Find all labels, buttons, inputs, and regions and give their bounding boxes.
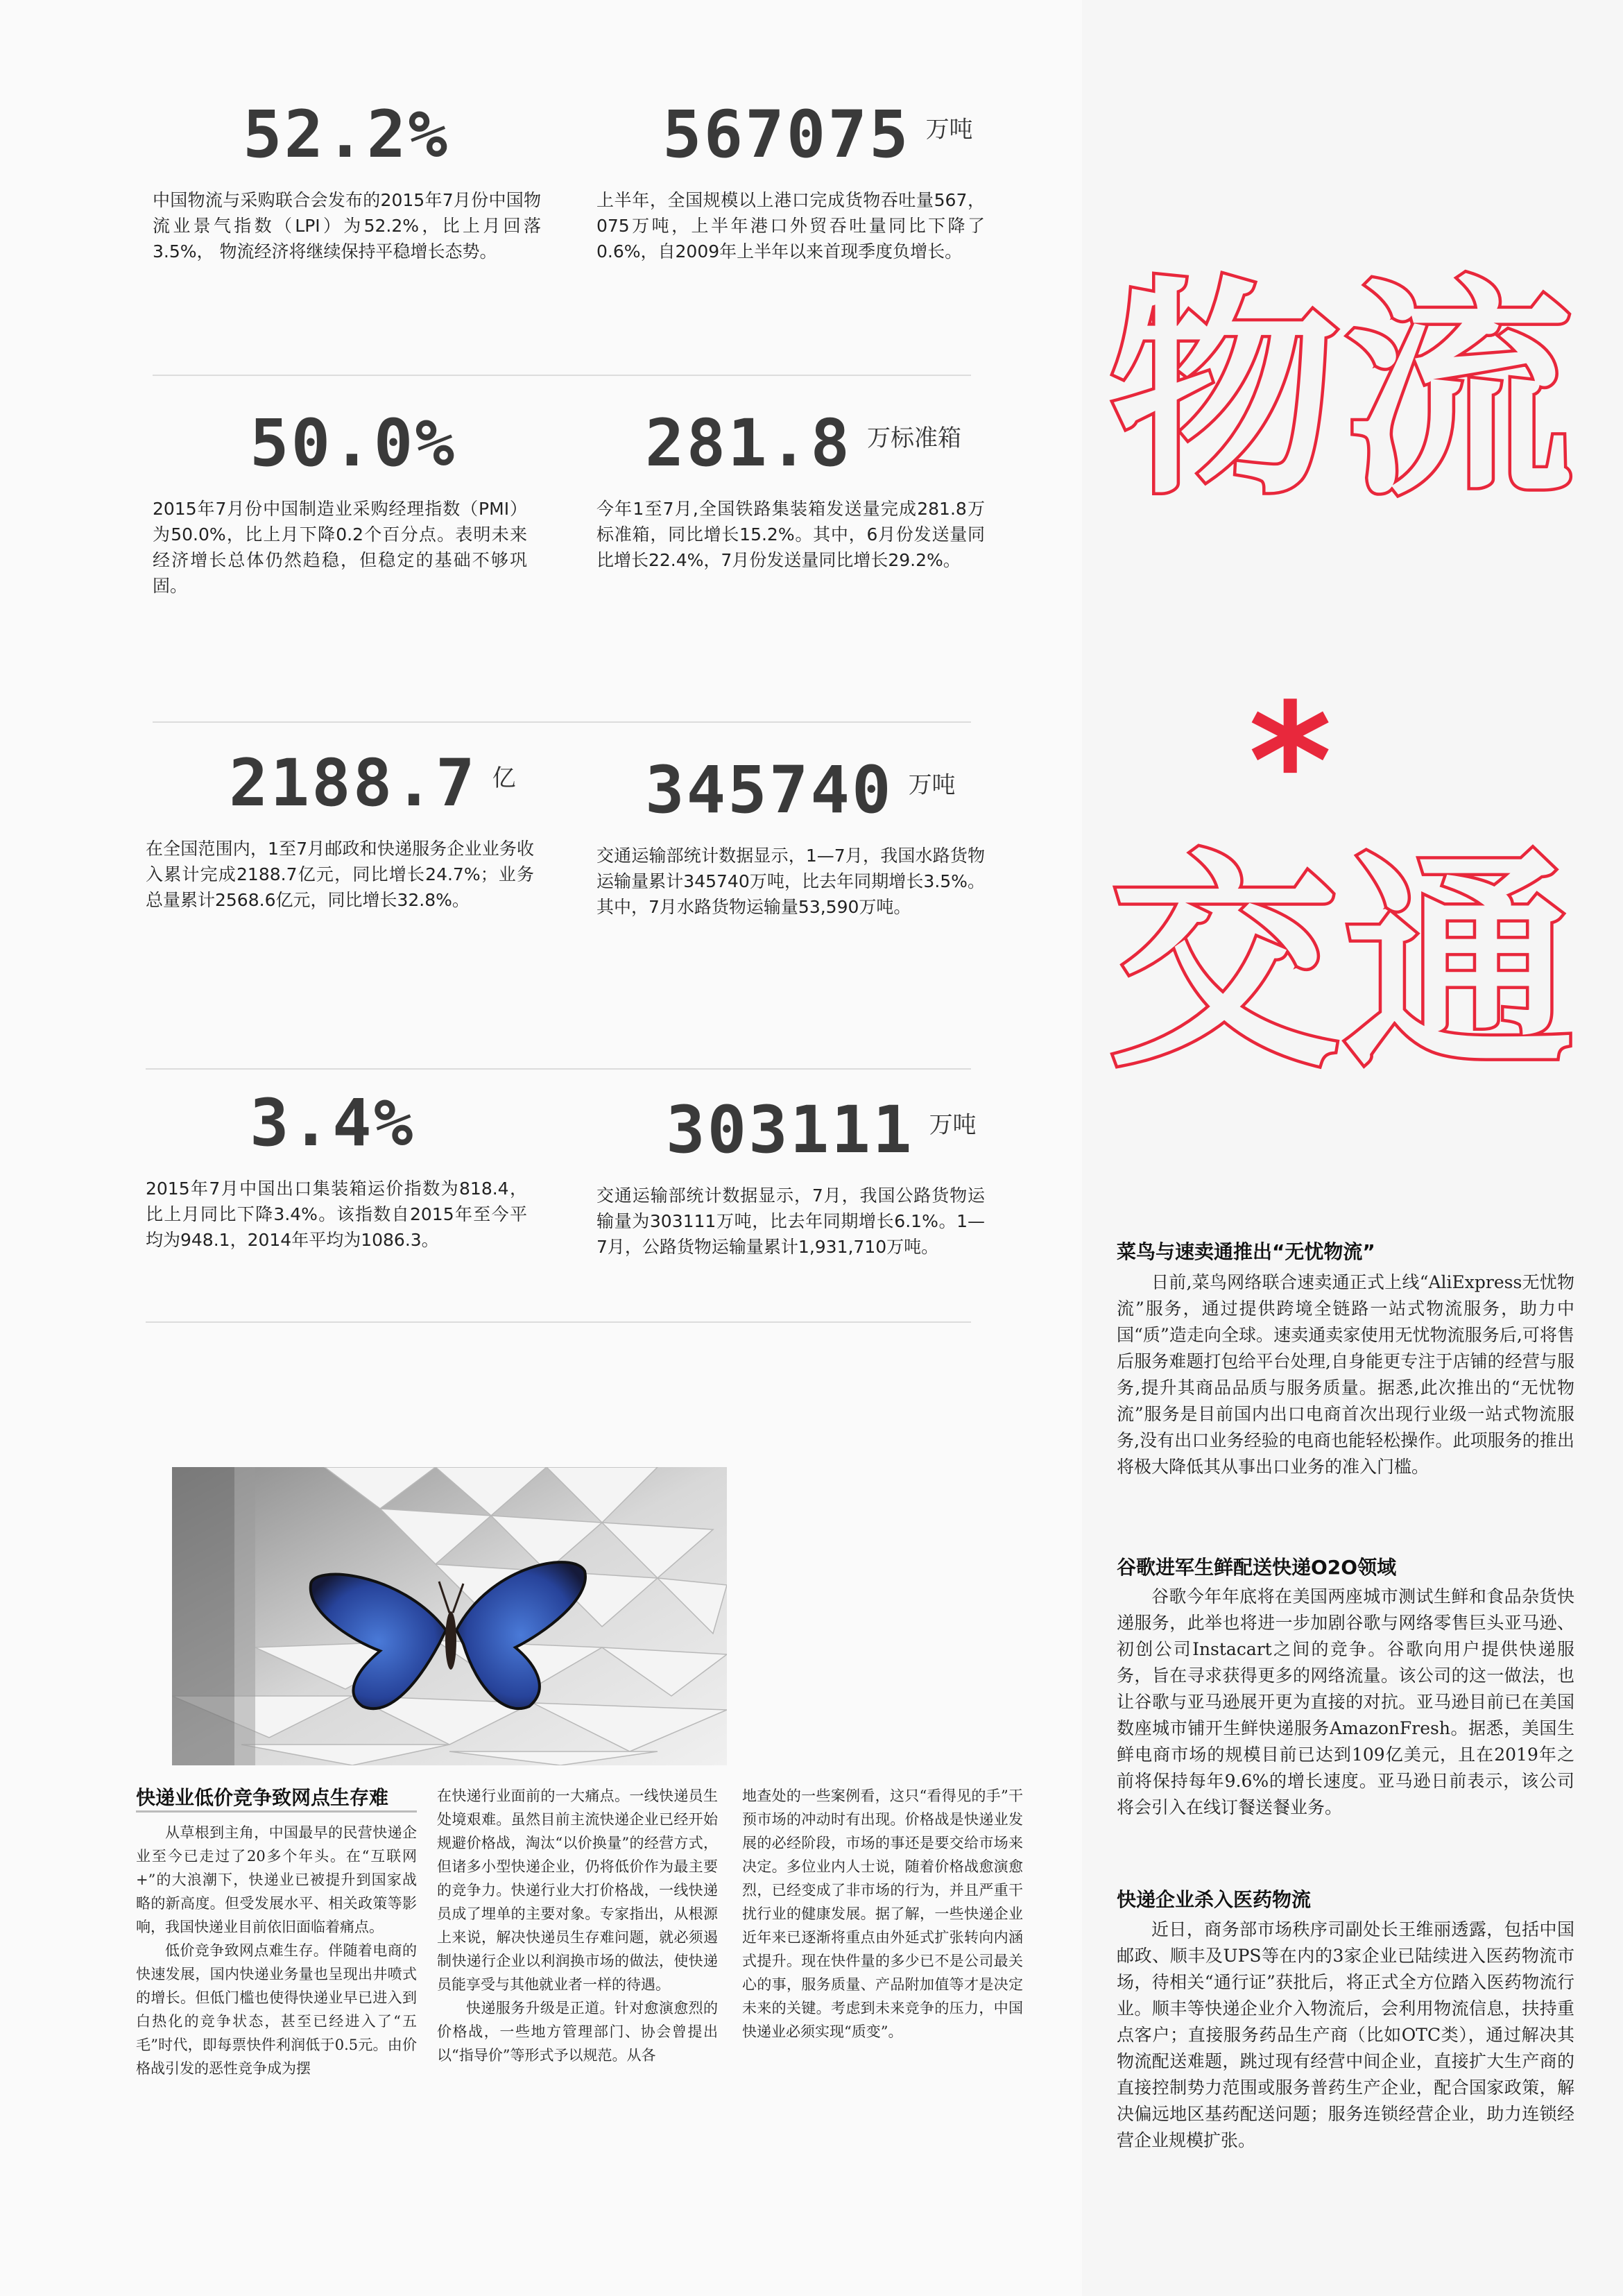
stat-card [596,97,985,326]
stat-description: 上半年，全国规模以上港口完成货物吞吐量567，075万吨，上半年港口外贸吞吐量同比下降了0.6%，自2009年上半年以来首现季度负增长。 [596,190,985,262]
butterfly-illustration [172,1467,727,1765]
stat-number: 2188.7 [229,746,477,821]
stat-card [146,1086,541,1314]
stat-description: 中国物流与采购联合会发布的2015年7月份中国物流业景气指数（LPI）为52.2%，比上月回落3.5%， 物流经济将继续保持平稳增长态势。 [153,190,541,262]
article-title: 菜鸟与速卖通推出“无忧物流” [1117,1240,1375,1263]
stat-number: 281.8 [645,406,852,481]
stat-number: 303111 [666,1093,914,1168]
stat-number: 345740 [645,753,893,828]
feature-column-2 [437,1784,718,2067]
stat-card [596,406,985,635]
stat-card [153,406,548,635]
article-paragraph: 近日，商务部市场秩序司副处长王维丽透露，包括中国邮政、顺丰及UPS等在内的3家企业已陆续进入医药物流市场，待相关“通行证”获批后，将正式全方位踏入医药物流行业。顺丰等快递企业介入物流后，会利用物流信息，扶持重点客户；直接服务药品生产商（比如OTC类），通过解决其物流配送难题，跳过现有经营中间企业，直接扩大生产商的直接控制势力范围或服务普药生产企业，配合国家政策，解决偏远地区基药配送问题；服务连锁经营企业，助力连锁经营企业规模扩张。 [1117,1919,1574,2150]
stat-number: 52.2% [243,97,449,173]
stat-description: 交通运输部统计数据显示，7月，我国公路货物运输量为303111万吨，比去年同期增长6.1%。1—7月，公路货物运输量累计1,931,710万吨。 [596,1185,985,1257]
stat-card [596,1093,985,1321]
article-title: 快递企业杀入医药物流 [1117,1888,1312,1911]
feature-paragraph: 地查处的一些案例看，这只“看得见的手”干预市场的冲动时有出现。价格战是快递业发展的必经阶段，市场的事还是要交给市场来决定。多位业内人士说，随着价格战愈演愈烈，已经变成了非市场的行为，并且严重干扰行业的健康发展。据了解，一些快递企业近年来已逐渐将重点由外延式扩张转向内涵式提升。现在快件量的多少已不是公司最关心的事，服务质量、产品附加值等才是决定未来的关键。考虑到未来竞争的压力，中国快递业必须实现“质变”。 [742,1788,1023,2040]
stat-card [146,746,541,975]
stat-unit: 万吨 [908,771,956,799]
feature-paragraph: 低价竞争致网点难生存。伴随着电商的快速发展，国内快递业务量也呈现出井喷式的增长。但低门槛也使得快递业早已进入到白热化的竞争状态，甚至已经进入了“五毛”时代，即每票快件利润低于0.5元。由价格战引发的恶性竞争成为摆 [136,1942,417,2077]
stat-number: 50.0% [250,406,456,481]
article-paragraph: 日前,菜鸟网络联合速卖通正式上线“AliExpress无忧物流”服务，通过提供跨境全链路一站式物流服务，助力中国“质”造走向全球。速卖通卖家使用无忧物流服务后,可将售后服务难题打包给平台处理,自身能更专注于店铺的经营与服务,提升其商品品质与服务质量。据悉,此次推出的“无忧物流”服务是目前国内出口电商首次出现行业级一站式物流服务,没有出口业务经验的电商也能轻松操作。此项服务的推出将极大降低其从事出口业务的准入门槛。 [1117,1272,1574,1477]
stat-description: 2015年7月份中国制造业采购经理指数（PMI）为50.0%，比上月下降0.2个百分点。表明未来经济增长总体仍然趋稳，但稳定的基础不够巩固。 [153,499,527,596]
article-body [1117,1917,1574,2154]
butterfly-photo [172,1467,727,1765]
feature-paragraph: 快递服务升级是正道。针对愈演愈烈的价格战，一些地方管理部门、协会曾提出以“指导价”等形式予以规范。从各 [437,2000,718,2064]
feature-title: 快递业低价竞争致网点生存难 [136,1786,389,1809]
stat-number: 567075 [662,97,911,173]
article-paragraph: 谷歌今年年底将在美国两座城市测试生鲜和食品杂货快递服务，此举也将进一步加剧谷歌与网络零售巨头亚马逊、初创公司Instacart之间的竞争。谷歌向用户提供快递服务，旨在寻求获得更多的网络流量。该公司的这一做法，也让谷歌与亚马逊展开更为直接的对抗。亚马逊目前已在美国数座城市铺开生鲜快递服务AmazonFresh。据悉，美国生鲜电商市场的规模目前已达到109亿美元，且在2019年之前将保持每年9.6%的增长速度。亚马逊日前表示，该公司将会引入在线订餐送餐业务。 [1117,1586,1574,1817]
article-body [1117,1584,1574,1821]
divider [146,1068,971,1070]
divider [153,721,971,723]
feature-column-3 [742,1784,1023,2044]
banner-title-transport: 交通 [1110,831,1579,1097]
stat-unit: 亿 [492,764,516,792]
banner-title-logistics: 物流 [1110,259,1579,525]
feature-paragraph: 从草根到主角，中国最早的民营快递企业至今已走过了20多个年头。在“互联网+”的大浪潮下，快递业已被提升到国家战略的新高度。但受发展水平、相关政策等影响，我国快递业目前依旧面临着痛点。 [136,1824,417,1935]
title-underline [136,1810,417,1813]
stat-card [596,753,985,982]
asterisk-icon: * [1248,670,1332,855]
feature-paragraph: 在快递行业面前的一大痛点。一线快递员生处境艰难。虽然目前主流快递企业已经开始规避价格战，淘汰“以价换量”的经营方式，但诸多小型快递企业，仍将低价作为最主要的竞争力。快递行业大打价格战，一线快递员成了埋单的主要对象。专家指出，从根源上来说，解决快递员生存难问题，就必须遏制快递行企业以利润换市场的做法，使快递员能享受与其他就业者一样的待遇。 [437,1788,718,1993]
stat-number: 3.4% [250,1086,415,1161]
stat-description: 在全国范围内，1至7月邮政和快递服务企业业务收入累计完成2188.7亿元，同比增长24.7%；业务总量累计2568.6亿元，同比增长32.8%。 [146,839,534,910]
feature-column-1 [136,1821,417,2080]
stat-card [153,97,548,326]
stat-unit: 万吨 [925,116,973,144]
stat-description: 今年1至7月,全国铁路集装箱发送量完成281.8万标准箱，同比增长15.2%。其中，6月份发送量同比增长22.4%，7月份发送量同比增长29.2%。 [596,499,985,570]
stat-unit: 万吨 [929,1111,977,1139]
divider [153,375,971,376]
divider [146,1321,971,1323]
article-title: 谷歌进军生鲜配送快递O2O领域 [1117,1556,1397,1579]
stat-unit: 万标准箱 [866,425,961,452]
stat-description: 交通运输部统计数据显示，1—7月，我国水路货物运输量累计345740万吨，比去年同期增长3.5%。其中，7月水路货物运输量53,590万吨。 [596,846,985,917]
stat-description: 2015年7月中国出口集装箱运价指数为818.4，比上月同比下降3.4%。该指数自2015年至今平均为948.1，2014年平均为1086.3。 [146,1179,527,1250]
article-body [1117,1269,1574,1480]
